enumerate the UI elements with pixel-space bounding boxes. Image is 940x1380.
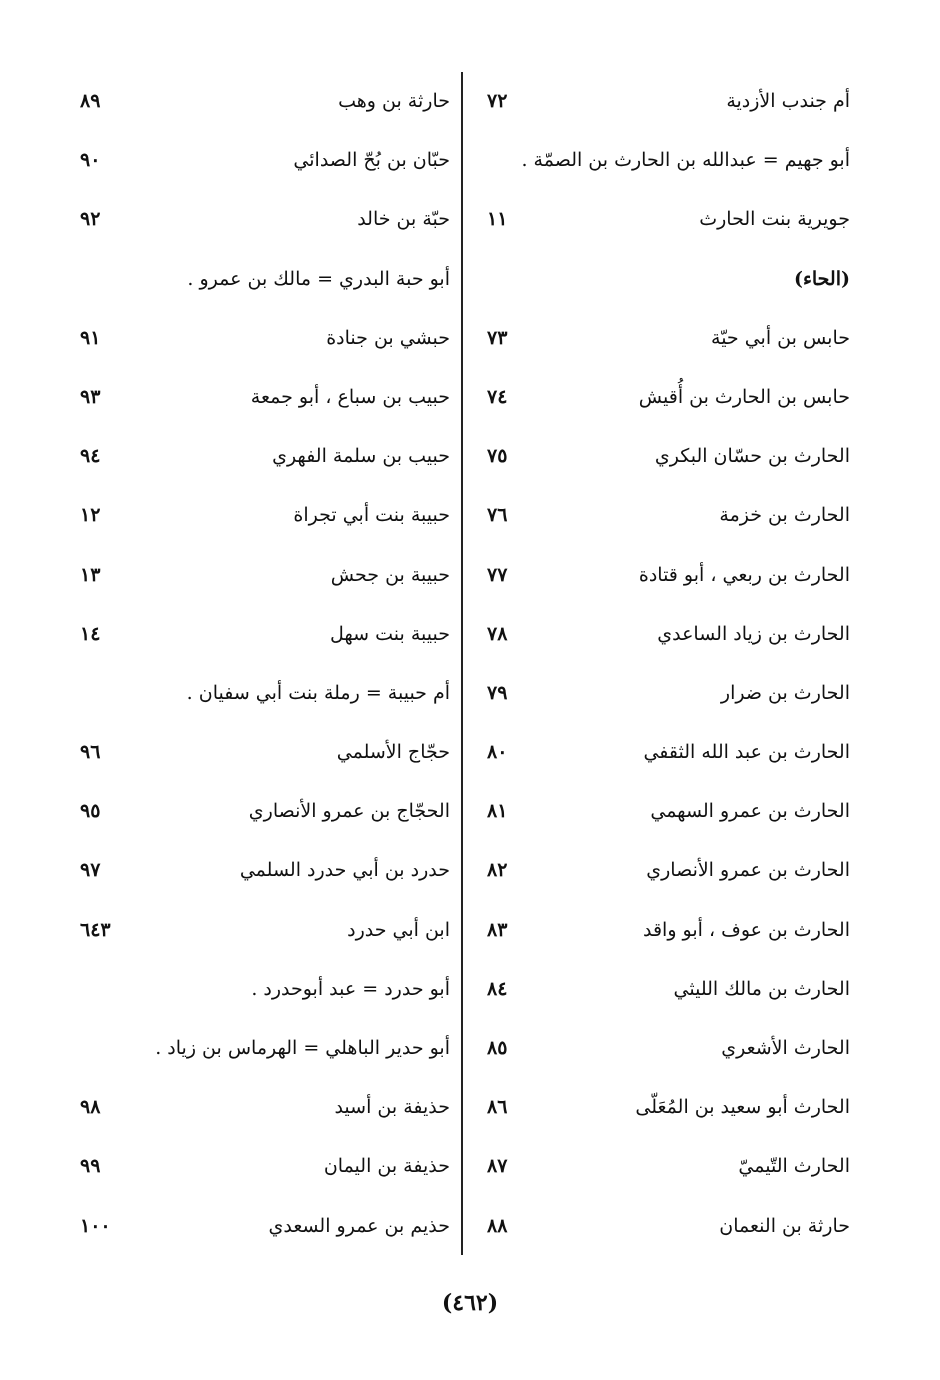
entry-number: ٧٢ [487, 90, 508, 112]
entry-name: الحارث بن عمرو السهمي [650, 800, 850, 823]
entry-number: ٨٩ [80, 90, 101, 112]
entry-number: ٩٨ [80, 1096, 101, 1119]
index-entry [475, 901, 850, 960]
entry-number: ٩٩ [80, 1155, 101, 1178]
entry-number: ٧٩ [487, 681, 508, 704]
column-divider [461, 72, 463, 1255]
index-entry [70, 605, 450, 664]
index-entry [70, 664, 450, 723]
entry-name: ابن أبي حدرد [347, 918, 450, 941]
index-entry [70, 486, 450, 545]
index-entry [70, 1019, 450, 1078]
index-column-right [475, 72, 850, 1256]
entry-name: حبّة بن خالد [357, 208, 450, 231]
index-entry [70, 901, 450, 960]
index-entry [70, 546, 450, 605]
index-entry [475, 250, 850, 309]
entry-name: الحارث الأشعري [721, 1037, 850, 1059]
entry-name: الحارث التّيميّ [738, 1155, 850, 1178]
entry-name: حذيفة بن أسيد [334, 1096, 450, 1119]
index-entry [475, 546, 850, 605]
entry-number: ٩٥ [80, 800, 101, 823]
index-entry [475, 605, 850, 664]
index-entry [70, 368, 450, 427]
entry-number: ١٢ [80, 504, 101, 527]
entry-name: جويرية بنت الحارث [699, 208, 850, 231]
index-entry [475, 486, 850, 545]
index-column-left [70, 72, 450, 1256]
index-entry [70, 250, 450, 309]
entry-number: ٩١ [80, 326, 101, 349]
entry-name: حذيفة بن اليمان [323, 1155, 450, 1178]
entry-name: حذيم بن عمرو السعدي [268, 1214, 450, 1237]
entry-name: الحارث بن عمرو الأنصاري [646, 859, 850, 882]
entry-number: ٨٦ [487, 1096, 508, 1119]
index-entry [70, 841, 450, 900]
entry-name: حبشي بن جنادة [326, 326, 450, 349]
entry-name: الحارث بن عوف ، أبو واقد [642, 918, 850, 941]
entry-name: أبو حدير الباهلي = الهرماس بن زياد . [155, 1037, 450, 1059]
index-entry [475, 368, 850, 427]
entry-number: ٨٨ [487, 1214, 508, 1237]
entry-number: ٨٧ [487, 1155, 508, 1178]
entry-name: حبيبة بن جحش [330, 563, 450, 586]
entry-number: ٨٢ [487, 859, 508, 882]
entry-number: ٦٤٣ [80, 918, 111, 941]
entry-number: ٧٤ [487, 385, 508, 408]
entry-name: الحارث بن ضرار [720, 681, 850, 704]
index-entry [70, 723, 450, 782]
entry-number: ١١ [487, 208, 508, 231]
index-entry [475, 960, 850, 1019]
entry-name: أم حبيبة = رملة بنت أبي سفيان . [186, 681, 450, 704]
index-entry [475, 190, 850, 249]
index-entry [70, 1078, 450, 1137]
index-entry [70, 309, 450, 368]
entry-number: ٧٨ [487, 622, 508, 645]
index-entry [475, 723, 850, 782]
index-entry [70, 72, 450, 131]
entry-name: حجّاج الأسلمي [336, 741, 450, 764]
entry-name: الحارث بن خزمة [719, 504, 850, 527]
entry-name: أم جندب الأزدية [726, 90, 850, 112]
page-number: (٤٦٢) [441, 1290, 499, 1316]
entry-number: ٩٧ [80, 859, 101, 882]
entry-name: حارثة بن وهب [338, 90, 450, 112]
entry-number: ٧٥ [487, 445, 508, 468]
entry-name: أبو جهيم = عبدالله بن الحارث بن الصمّة . [521, 149, 850, 172]
entry-name: حابس بن الحارث بن أُقيش [638, 385, 850, 408]
index-entry [70, 1197, 450, 1256]
entry-number: ١٤ [80, 622, 101, 645]
index-entry [475, 1019, 850, 1078]
entry-name: حبيبة بنت سهل [330, 622, 450, 645]
index-entry [475, 1197, 850, 1256]
entry-name: الحارث أبو سعيد بن المُعَلّى [635, 1096, 850, 1119]
index-entry [70, 131, 450, 190]
entry-name: الحجّاج بن عمرو الأنصاري [248, 800, 450, 823]
index-entry [475, 1078, 850, 1137]
entry-number: ٩٤ [80, 445, 101, 468]
section-heading: (الحاء) [793, 267, 850, 290]
entry-name: الحارث بن ربعي ، أبو قتادة [638, 563, 850, 586]
entry-name: حبّان بن بُحّ الصدائي [293, 149, 450, 172]
entry-name: أبو حبة البدري = مالك بن عمرو . [187, 267, 450, 290]
entry-number: ٩٦ [80, 741, 101, 764]
entry-name: حدرد بن أبي حدرد السلمي [239, 859, 450, 882]
index-entry [70, 960, 450, 1019]
entry-number: ٩٣ [80, 385, 101, 408]
entry-name: حبيب بن سباع ، أبو جمعة [250, 385, 450, 408]
entry-name: حبيبة بنت أبي تجراة [293, 504, 450, 527]
entry-number: ٩٢ [80, 208, 101, 231]
entry-name: الحارث بن زياد الساعدي [657, 622, 850, 645]
entry-name: حارثة بن النعمان [719, 1214, 850, 1237]
index-entry [70, 427, 450, 486]
entry-number: ١٠٠ [80, 1214, 111, 1237]
index-entry [475, 309, 850, 368]
index-entry [70, 190, 450, 249]
entry-number: ٨٠ [487, 741, 508, 764]
entry-name: الحارث بن مالك الليثي [673, 977, 850, 1000]
entry-number: ٧٧ [487, 563, 508, 586]
index-entry [475, 782, 850, 841]
entry-number: ٨١ [487, 800, 508, 823]
index-entry [475, 427, 850, 486]
index-entry [475, 131, 850, 190]
entry-name: أبو حدرد = عبد أبوحدرد . [251, 977, 450, 1000]
entry-number: ٨٥ [487, 1037, 508, 1059]
entry-number: ٨٣ [487, 918, 508, 941]
index-entry [70, 782, 450, 841]
entry-name: حابس بن أبي حيّة [711, 326, 850, 349]
index-entry [70, 1137, 450, 1196]
entry-name: حبيب بن سلمة الفهري [272, 445, 450, 468]
entry-number: ٧٦ [487, 504, 508, 527]
entry-number: ٨٤ [487, 977, 508, 1000]
index-entry [475, 72, 850, 131]
index-entry [475, 664, 850, 723]
entry-name: الحارث بن حسّان البكري [654, 445, 850, 468]
entry-name: الحارث بن عبد الله الثقفي [643, 741, 850, 764]
entry-number: ٧٣ [487, 326, 508, 349]
index-entry [475, 841, 850, 900]
index-entry [475, 1137, 850, 1196]
entry-number: ٩٠ [80, 149, 101, 172]
entry-number: ١٣ [80, 563, 101, 586]
